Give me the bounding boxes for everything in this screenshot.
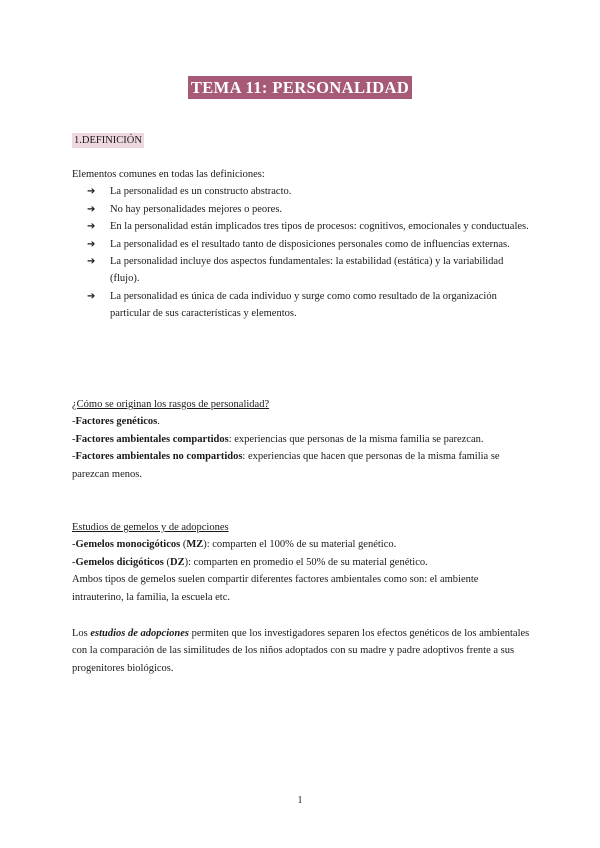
dash: - [72,539,76,551]
term-dz: Gemelos dicigóticos [75,556,164,568]
term-nonshared-rest: : experiencias que hacen que personas de la misma familia se parezcan menos. [72,451,500,480]
list-item [72,218,530,235]
arrow-icon: ➔ [87,186,96,198]
dash: - [72,433,76,445]
twins-line-mz [72,536,530,553]
definition-list [72,183,530,322]
list-item-text: La personalidad incluye dos aspectos fundamentales: la estabilidad (estática) y la variabilidad (flujo). [110,256,504,285]
abbr-dz: DZ [169,556,185,568]
term-genetic-rest: . [157,416,160,428]
twins-block [72,519,530,606]
term-genetic: Factores genéticos [75,416,158,428]
twins-line-dz [72,554,530,571]
adoption-post: permiten que los investigadores separen los efectos genéticos de los ambientales con la comparación de las similitudes de los niños adoptados con su madre y padre adoptivos frente a sus progenitores biológicos. [72,628,530,674]
list-item-text: En la personalidad están implicados tres tipos de procesos: cognitivos, emocionales y conductuales. [110,221,529,233]
paren-open: ( [163,556,170,568]
arrow-icon: ➔ [87,203,96,215]
dash: - [72,556,76,568]
list-item-text: La personalidad es el resultado tanto de disposiciones personales como de influencias externas. [110,238,510,250]
list-item [72,236,530,253]
list-item-text: No hay personalidades mejores o peores. [110,203,283,215]
definition-intro: Elementos comunes en todas las definiciones: [72,169,265,180]
list-item-text: La personalidad es un constructo abstracto. [110,186,292,198]
list-item [72,288,530,323]
term-mz-rest: ): comparten el 100% de su material genético. [203,539,397,551]
arrow-icon: ➔ [87,221,96,233]
twins-heading: Estudios de gemelos y de adopciones [72,522,229,533]
term-shared-rest: : experiencias que personas de la misma familia se parezcan. [228,433,484,445]
adoption-emphasis: estudios de adopciones [90,628,189,639]
list-item [72,253,530,288]
title-container [0,76,600,99]
list-item-text: La personalidad es única de cada individuo y surge como como resultado de la organización particular de sus características y elementos. [110,290,497,320]
page-number: 1 [297,795,303,806]
origin-block [72,396,530,483]
adoption-pre: Los [72,628,91,639]
origin-heading: ¿Cómo se originan los rasgos de personalidad? [72,399,270,410]
list-item [72,183,530,200]
arrow-icon: ➔ [87,256,96,268]
term-dz-rest: ): comparten en promedio el 50% de su material genético. [184,556,428,568]
arrow-icon: ➔ [87,290,96,302]
term-shared: Factores ambientales compartidos [75,433,229,445]
dash: - [72,416,76,428]
dash: - [72,451,76,463]
list-item [72,201,530,218]
definition-block [72,166,530,323]
term-mz: Gemelos monocigóticos [75,539,181,551]
paren-open: ( [180,539,187,551]
origin-line-genetic [72,413,530,430]
twins-note: Ambos tipos de gemelos suelen compartir diferentes factores ambientales como son: el ambiente intrauterino, la familia, la escuela etc. [72,574,479,603]
origin-line-shared [72,431,530,448]
section-heading-definicion: 1.DEFINICIÓN [74,135,142,146]
origin-line-nonshared [72,448,530,483]
page-title: TEMA 11: PERSONALIDAD [188,76,412,99]
adoption-paragraph [72,625,530,677]
arrow-icon: ➔ [87,238,96,250]
abbr-mz: MZ [186,539,204,551]
term-nonshared: Factores ambientales no compartidos [75,451,243,463]
